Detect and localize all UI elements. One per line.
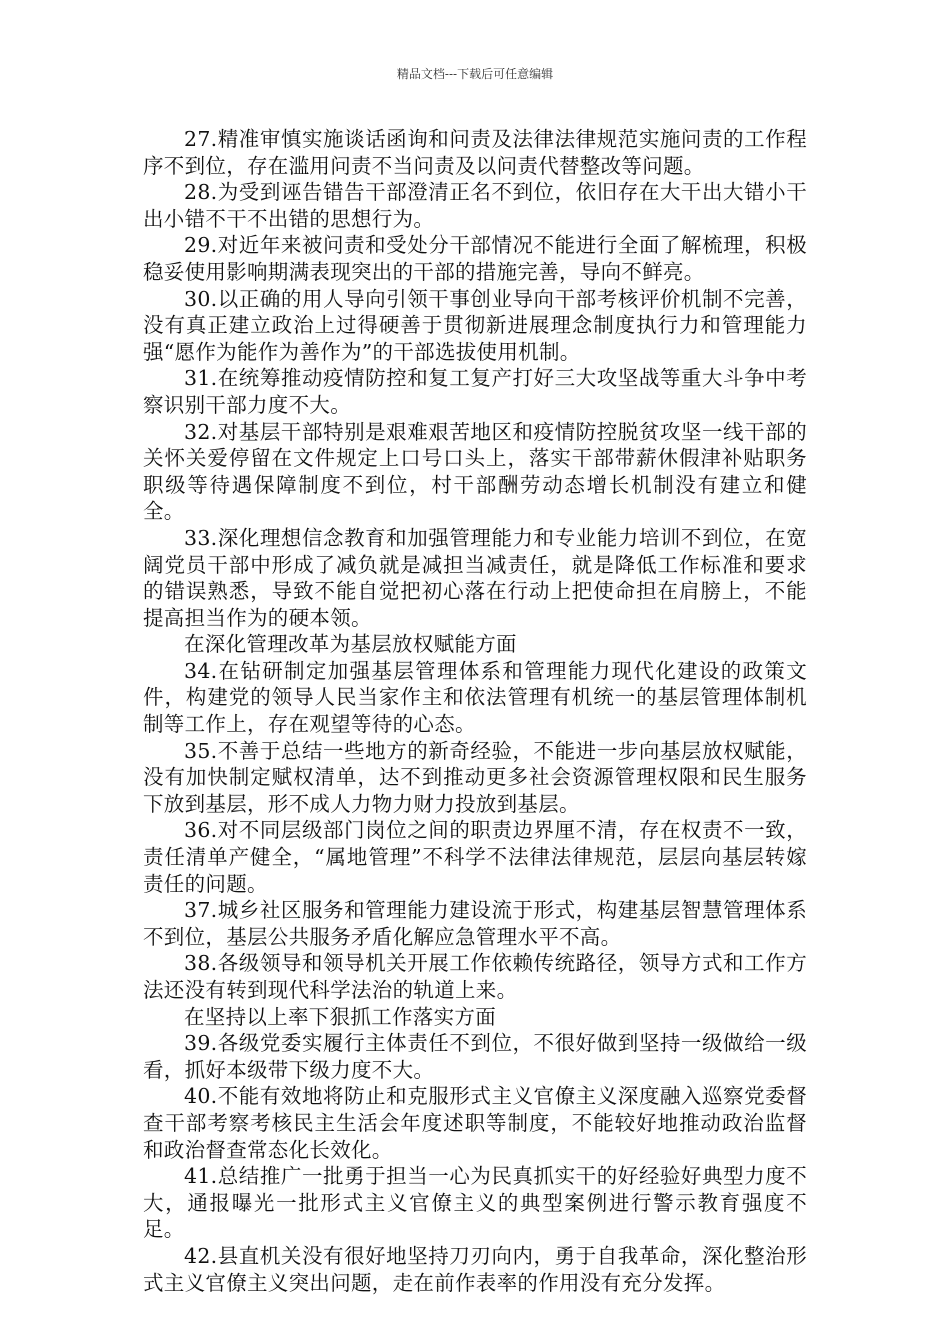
section-heading-implementation: 在坚持以上率下狠抓工作落实方面 — [184, 1004, 496, 1029]
paragraph-42: 42.县直机关没有很好地坚持刀刃向内，勇于自我革命，深化整治形式主义官僚主义突出问题，走在前作表率的作用没有充分发挥。 — [143, 1243, 807, 1295]
paragraph-29: 29.对近年来被问责和受处分干部情况不能进行全面了解梳理，积极稳妥使用影响期满表现突出的干部的措施完善，导向不鲜亮。 — [143, 233, 807, 284]
paragraph-31: 31.在统筹推动疫情防控和复工复产打好三大攻坚战等重大斗争中考察识别干部力度不大。 — [143, 366, 807, 417]
paragraph-38: 38.各级领导和领导机关开展工作依赖传统路径，领导方式和工作方法还没有转到现代科学法治的轨道上来。 — [143, 951, 807, 1002]
paragraph-34: 34.在钻研制定加强基层管理体系和管理能力现代化建设的政策文件，构建党的领导人民当家作主和依法管理有机统一的基层管理体制机制等工作上，存在观望等待的心态。 — [143, 658, 807, 737]
paragraph-40: 40.不能有效地将防止和克服形式主义官僚主义深度融入巡察党委督查干部考察考核民主生活会年度述职等制度，不能较好地推动政治监督和政治督查常态化长效化。 — [143, 1084, 807, 1162]
paragraph-27: 27.精准审慎实施谈话函询和问责及法律法律规范实施问责的工作程序不到位，存在滥用问责不当问责及以问责代替整改等问题。 — [143, 127, 807, 178]
paragraph-37: 37.城乡社区服务和管理能力建设流于形式，构建基层智慧管理体系不到位，基层公共服务矛盾化解应急管理水平不高。 — [143, 898, 807, 949]
paragraph-39: 39.各级党委实履行主体责任不到位，不很好做到坚持一级做给一级看，抓好本级带下级力度不大。 — [143, 1031, 807, 1082]
section-heading-grassroots: 在深化管理改革为基层放权赋能方面 — [184, 632, 517, 657]
paragraph-28: 28.为受到诬告错告干部澄清正名不到位，依旧存在大干出大错小干出小错不干不出错的思想行为。 — [143, 180, 807, 231]
paragraph-35: 35.不善于总结一些地方的新奇经验，不能进一步向基层放权赋能，没有加快制定赋权清单，达不到推动更多社会资源管理权限和民生服务下放到基层，形不成人力物力财力投放到基层。 — [143, 738, 807, 816]
paragraph-30: 30.以正确的用人导向引领干事创业导向干部考核评价机制不完善，没有真正建立政治上过得硬善于贯彻新进展理念制度执行力和管理能力强“愿作为能作为善作为”的干部选拔使用机制。 — [143, 286, 807, 364]
paragraph-36: 36.对不同层级部门岗位之间的职责边界厘不清，存在权责不一致，责任清单产健全，“属地管理”不科学不法律法律规范，层层向基层转嫁责任的问题。 — [143, 818, 807, 896]
page-header: 精品文档---下载后可任意编辑 — [396, 67, 554, 81]
paragraph-41: 41.总结推广一批勇于担当一心为民真抓实干的好经验好典型力度不大，通报曝光一批形式主义官僚主义的典型案例进行警示教育强度不足。 — [143, 1164, 807, 1242]
paragraph-32: 32.对基层干部特别是艰难艰苦地区和疫情防控脱贫攻坚一线干部的关怀关爱停留在文件规定上口号口头上，落实干部带薪休假津补贴职务职级等待遇保障制度不到位，村干部酬劳动态增长机制没有建立和健全。 — [143, 419, 807, 524]
document-body — [143, 126, 807, 1296]
paragraph-33: 33.深化理想信念教育和加强管理能力和专业能力培训不到位，在宽阔党员干部中形成了减负就是减担当减责任，就是降低工作标准和要求的错误熟悉，导致不能自觉把初心落在行动上把使命担在肩膀上，不能提高担当作为的硬本领。 — [143, 525, 807, 630]
